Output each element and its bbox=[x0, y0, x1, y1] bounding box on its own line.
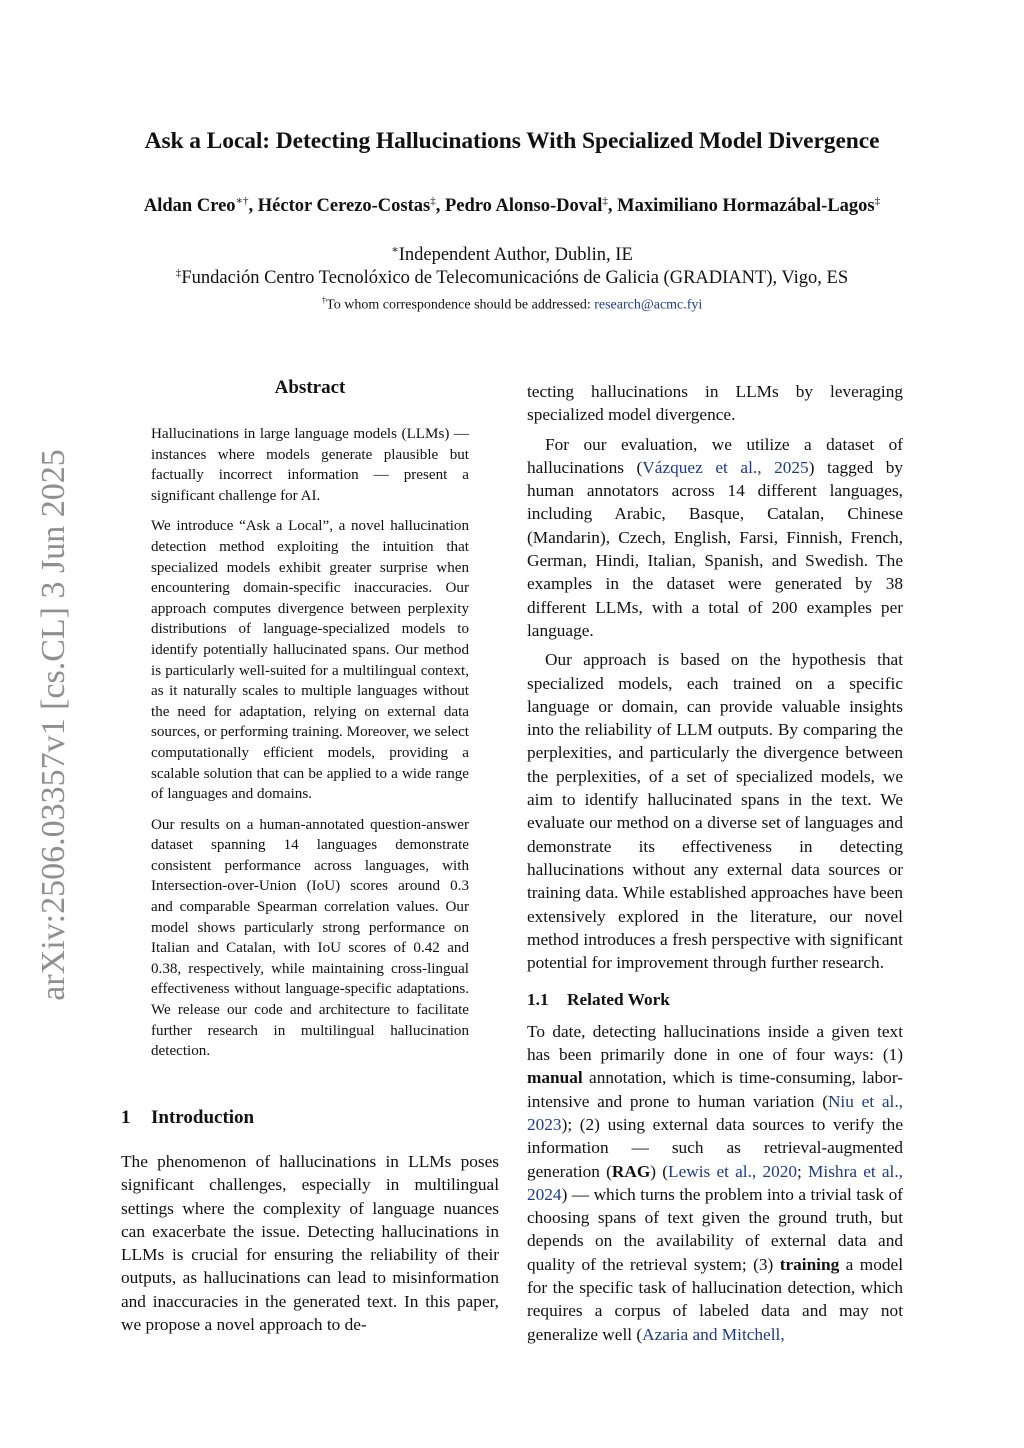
abstract-heading: Abstract bbox=[274, 377, 346, 398]
introduction-paragraph: The phenomenon of hallucinations in LLMs poses significant challenges, especially in multilingual settings where the complexity of language nuances can exacerbate the issue. Detecting hallucinations in LLMs is crucial for ensuring the reliability of their outputs, as hallucinations can lead to misinformation and inaccuracies in the generated text. In this paper, we propose a novel approach to de- bbox=[121, 1152, 499, 1335]
citation-link[interactable]: Mishra et al., 2024 bbox=[527, 1161, 903, 1204]
author-mark: ‡ bbox=[430, 195, 436, 207]
email-link[interactable]: research@acmc.fyi bbox=[594, 297, 703, 313]
author-separator: , bbox=[248, 196, 258, 217]
affiliation-text: Independent Author, Dublin, IE bbox=[398, 245, 633, 266]
bold-term: manual bbox=[527, 1068, 583, 1088]
text-run: ) tagged by human annotators across 14 different languages, including Arabic, Basque, Catalan, Chinese (Mandarin), Czech, English, Farsi, Finnish, French, German, Hindi, Italian, Spanish, and Swedish. The examples in the dataset were generated by 38 different LLMs, with a total of 200 examples per language. bbox=[527, 457, 903, 640]
affiliation-text: Fundación Centro Tecnolóxico de Telecomunicacións de Galicia (GRADIANT), Vigo, ES bbox=[181, 268, 849, 289]
text-run: ) — which turns the problem into a trivial task of choosing spans of text given the ground truth, but depends on the availability of external data and quality of the retrieval system; (3) bbox=[527, 1184, 903, 1274]
subsection-heading-related-work bbox=[527, 988, 903, 1011]
paper-title: Ask a Local: Detecting Hallucinations With Specialized Model Divergence bbox=[144, 128, 880, 154]
text-run: a model for the specific task of hallucination detection, which requires a corpus of labeled data and may not generalize well ( bbox=[527, 1254, 903, 1344]
text-run: ) ( bbox=[650, 1161, 669, 1181]
correspondence-note bbox=[0, 295, 1024, 314]
arxiv-identifier-stamp: arXiv:2506.03357v1 [cs.CL] 3 Jun 2025 bbox=[35, 449, 72, 1001]
author-name: Aldan Creo bbox=[143, 196, 236, 217]
evaluation-paragraph bbox=[527, 433, 903, 643]
right-column bbox=[527, 380, 903, 1352]
related-work-paragraph bbox=[527, 1020, 903, 1346]
affiliation-mark: ∗ bbox=[391, 244, 399, 256]
abstract-body bbox=[151, 424, 469, 1072]
author-mark: ∗† bbox=[235, 195, 249, 207]
citation-link[interactable]: Azaria and Mitchell, bbox=[642, 1324, 785, 1344]
section-number: 1 bbox=[121, 1107, 131, 1128]
author-name: Pedro Alonso-Doval bbox=[444, 196, 603, 217]
section-title: Introduction bbox=[151, 1107, 255, 1128]
abstract-paragraph-1: Hallucinations in large language models (LLMs) — instances where models generate plausible but factually incorrect information — present a significant challenge for AI. bbox=[151, 426, 469, 504]
author-mark: ‡ bbox=[602, 195, 608, 207]
section-heading-introduction bbox=[121, 1107, 254, 1129]
author-name: Maximiliano Hormazábal-Lagos bbox=[617, 196, 875, 217]
citation-link[interactable]: Vázquez et al., 2025 bbox=[642, 457, 809, 477]
text-run: For our evaluation, we utilize a dataset of hallucinations ( bbox=[527, 434, 903, 477]
bold-term: training bbox=[779, 1254, 840, 1274]
citation-link[interactable]: Niu et al., 2023 bbox=[527, 1091, 903, 1134]
abstract-paragraph-2: We introduce “Ask a Local”, a novel hallucination detection method exploiting the intuition that specialized models exhibit greater surprise when encountering domain-specific inaccuracies. Our approach computes divergence between perplexity distributions of language-specialized models to identify potentially hallucinated spans. Our method is particularly well-suited for a multilingual context, as it naturally scales to multiple languages without the need for adaptation, relying on external data sources, or performing training. Moreover, we select computationally efficient models, providing a scalable solution that can be applied to a wide range of languages and domains. bbox=[151, 518, 469, 803]
subsection-number: 1.1 bbox=[527, 990, 549, 1010]
correspondence-text: To whom correspondence should be addressed: bbox=[326, 297, 595, 313]
author-separator: , bbox=[607, 196, 618, 217]
abstract-paragraph-3: Our results on a human-annotated question-answer dataset spanning 14 languages demonstrate consistent performance across languages, with Intersection-over-Union (IoU) scores around 0.3 and comparable Spearman correlation values. Our model shows particularly strong performance on Italian and Catalan, with IoU scores of 0.42 and 0.38, respectively, while maintaining cross-lingual effectiveness without language-specific adaptations. We release our code and architecture to facilitate further research in multilingual hallucination detection. bbox=[151, 816, 469, 1060]
text-run: To date, detecting hallucinations inside a given text has been primarily done in one of four ways: (1) bbox=[527, 1021, 903, 1065]
subsection-title: Related Work bbox=[567, 990, 670, 1010]
author-name: Héctor Cerezo-Costas bbox=[257, 196, 431, 217]
author-mark: ‡ bbox=[874, 195, 881, 207]
citation-link[interactable]: Lewis et al., 2020 bbox=[668, 1161, 798, 1181]
intro-paragraph-continued: tecting hallucinations in LLMs by leveraging specialized model divergence. bbox=[527, 382, 903, 425]
approach-paragraph: Our approach is based on the hypothesis that specialized models, each trained on a specific language or domain, can provide valuable insights into the reliability of LLM outputs. By comparing the perplexities, and particularly the divergence between the perplexities, of a set of specialized models, we aim to identify hallucinated spans in the text. We evaluate our method on a diverse set of languages and demonstrate its effectiveness in detecting hallucinations without any external data sources or training data. While established approaches have been extensively explored in the literature, our novel method introduces a fresh perspective with significant potential for improvement through further research. bbox=[527, 650, 903, 973]
author-separator: , bbox=[435, 196, 445, 217]
affiliation-2 bbox=[0, 267, 1024, 289]
text-run: ; bbox=[797, 1161, 809, 1181]
author-list bbox=[0, 194, 1024, 217]
affiliation-mark: ‡ bbox=[175, 267, 182, 279]
correspondence-mark: † bbox=[321, 295, 327, 305]
text-run: annotation, which is time-consuming, labor-intensive and prone to human variation ( bbox=[527, 1068, 903, 1111]
affiliation-1 bbox=[0, 243, 1024, 266]
text-run: ); (2) using external data sources to verify the information — such as retrieval-augmented generation ( bbox=[527, 1114, 903, 1181]
bold-term: RAG bbox=[611, 1161, 651, 1181]
